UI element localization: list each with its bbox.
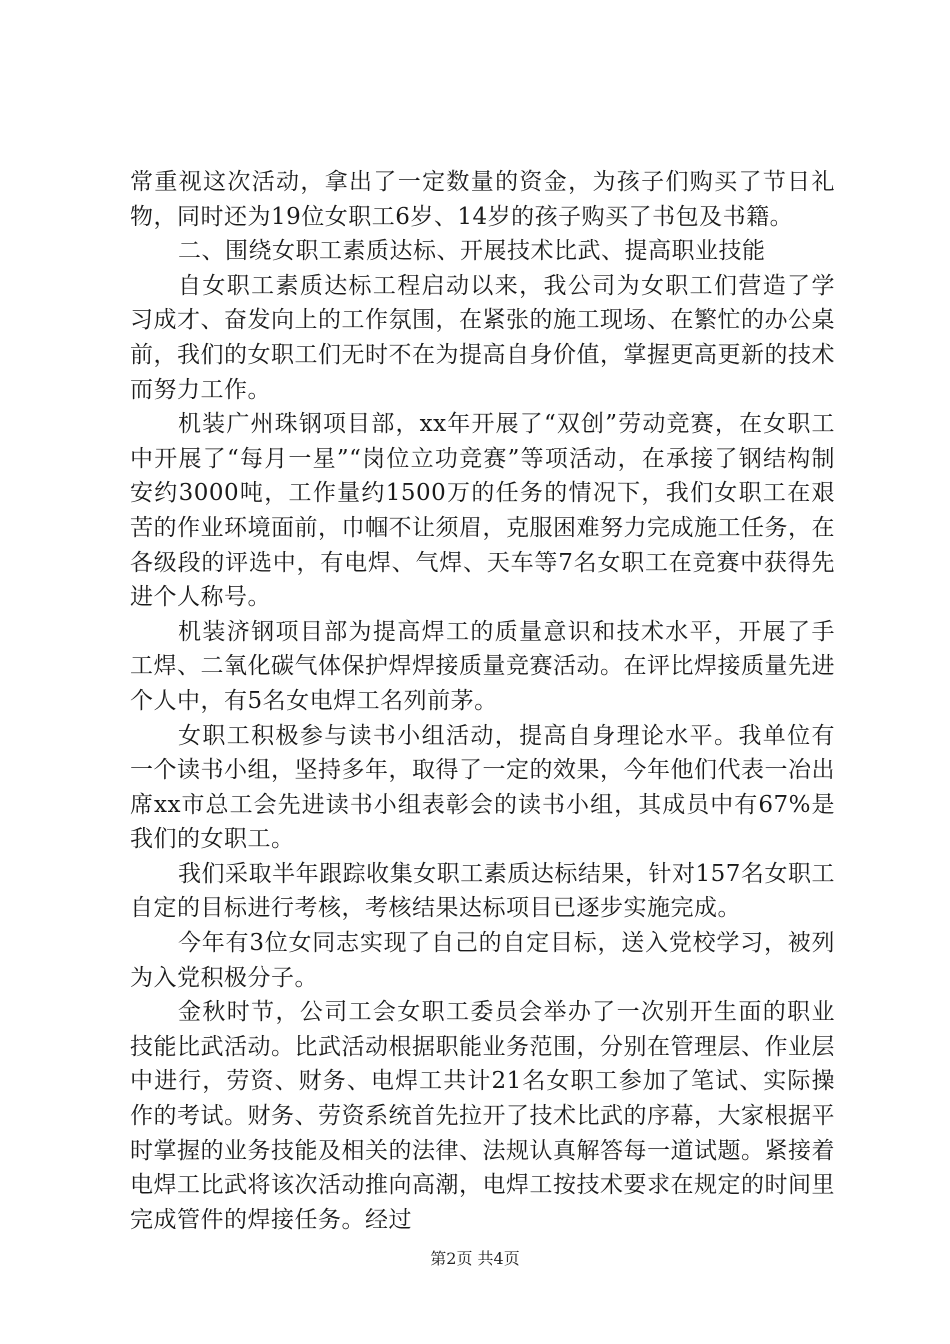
paragraph: 今年有3位女同志实现了自己的自定目标，送入党校学习，被列为入党积极分子。 bbox=[130, 930, 835, 991]
paragraph: 机装济钢项目部为提高焊工的质量意识和技术水平，开展了手工焊、二氧化碳气体保护焊焊接质量竞赛活动。在评比焊接质量先进个人中，有5名女电焊工名列前茅。 bbox=[130, 618, 835, 714]
paragraph: 金秋时节，公司工会女职工委员会举办了一次别开生面的职业技能比武活动。比武活动根据职能业务范围，分别在管理层、作业层中进行，劳资、财务、电焊工共计21名女职工参加了笔试、实际操作的考试。财务、劳资系统首先拉开了技术比武的序幕，大家根据平时掌握的业务技能及相关的法律、法规认真解答每一道试题。紧接着电焊工比武将该次活动推向高潮，电焊工按技术要求在规定的时间里完成管件的焊接任务。经过 bbox=[130, 999, 835, 1233]
paragraph: 自女职工素质达标工程启动以来，我公司为女职工们营造了学习成才、奋发向上的工作氛围，在紧张的施工现场、在繁忙的办公桌前，我们的女职工们无时不在为提高自身价值，掌握更高更新的技术而努力工作。 bbox=[130, 272, 835, 403]
document-body bbox=[130, 165, 835, 1237]
paragraph: 机装广州珠钢项目部，xx年开展了“双创”劳动竞赛，在女职工中开展了“每月一星”“岗位立功竞赛”等项活动，在承接了钢结构制安约3000吨，工作量约1500万的任务的情况下，我们女职工在艰苦的作业环境面前，巾帼不让须眉，克服困难努力完成施工任务，在各级段的评选中，有电焊、气焊、天车等7名女职工在竞赛中获得先进个人称号。 bbox=[130, 411, 835, 611]
paragraph: 我们采取半年跟踪收集女职工素质达标结果，针对157名女职工自定的目标进行考核，考核结果达标项目已逐步实施完成。 bbox=[130, 860, 835, 922]
paragraph: 女职工积极参与读书小组活动，提高自身理论水平。我单位有一个读书小组，坚持多年，取得了一定的效果，今年他们代表一冶出席xx市总工会先进读书小组表彰会的读书小组，其成员中有67%是我们的女职工。 bbox=[130, 722, 835, 853]
section-heading: 二、围绕女职工素质达标、开展技术比武、提高职业技能 bbox=[178, 238, 766, 265]
paragraph-continuation: 常重视这次活动，拿出了一定数量的资金，为孩子们购买了节日礼物，同时还为19位女职工6岁、14岁的孩子购买了书包及书籍。 bbox=[130, 169, 835, 230]
page-number-footer: 第2页 共4页 bbox=[430, 1249, 520, 1268]
